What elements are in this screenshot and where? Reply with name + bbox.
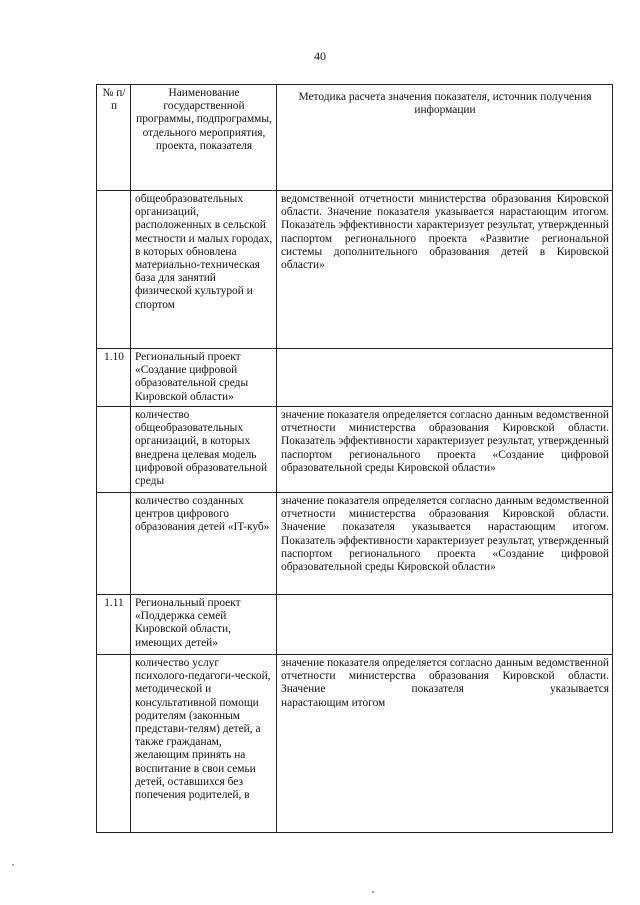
row-method xyxy=(277,349,613,407)
row-name: количество общеобразовательных организаций, в которых внедрена целевая модель цифровой образовательной среды xyxy=(131,407,277,493)
row-method-last: образовательной среды Кировской области» xyxy=(281,461,496,474)
row-num: 1.11 xyxy=(97,595,131,655)
row-method-body: ведомственной отчетности министерства образования Кировской области. Значение показателя указывается нарастающим итогом. Показатель эффективности характеризует результат, утвержденный паспортом регионального проекта «Развитие региональной системы дополнительного образования детей в Кировской xyxy=(281,193,609,258)
indicators-table xyxy=(96,84,613,833)
row-method-body: значение показателя определяется согласно данным ведомственной отчетности министерства образования Кировской области. Значение показателя указывается xyxy=(281,657,609,696)
table-header-row xyxy=(97,85,613,191)
table-row xyxy=(97,493,613,595)
header-num: № п/п xyxy=(97,85,131,191)
row-method-body: значение показателя определяется согласно данным ведомственной отчетности министерства образования Кировской области. Показатель эффективности характеризует результат, утвержденный паспортом регионального проекта «Создание цифровой xyxy=(281,409,609,461)
row-method xyxy=(277,655,613,833)
row-method xyxy=(277,493,613,595)
row-num xyxy=(97,191,131,349)
row-method-last: нарастающим итогом xyxy=(281,696,386,709)
scan-speck xyxy=(12,864,14,866)
row-name: общеобразовательных организаций, расположенных в сельской местности и малых городах, в которых обновлена материально-техническая база для занятий физической культурой и спортом xyxy=(131,191,277,349)
row-name: Региональный проект «Поддержка семей Кировской области, имеющих детей» xyxy=(131,595,277,655)
page-number: 40 xyxy=(314,49,326,63)
row-name: количество созданных центров цифрового образования детей «IT-куб» xyxy=(131,493,277,595)
table-row xyxy=(97,407,613,493)
row-method-last: области» xyxy=(281,259,325,272)
table-row xyxy=(97,595,613,655)
header-name: Наименование государственной программы, подпрограммы, отдельного мероприятия, проекта, показателя xyxy=(131,85,277,191)
row-num xyxy=(97,407,131,493)
header-method: Методика расчета значения показателя, источник получения информации xyxy=(277,85,613,191)
row-num xyxy=(97,493,131,595)
row-name: количество услуг психолого-педагоги-ческой, методической и консультативной помощи родителям (законным представи-телям) детей, а также гражданам, желающим принять на воспитание в свои семьи детей, оставшихся без попечения родителей, в xyxy=(131,655,277,833)
row-name: Региональный проект «Создание цифровой образовательной среды Кировской области» xyxy=(131,349,277,407)
row-method xyxy=(277,191,613,349)
row-method xyxy=(277,407,613,493)
row-method xyxy=(277,595,613,655)
row-method-last: образовательной среды Кировской области» xyxy=(281,561,496,574)
row-num xyxy=(97,655,131,833)
table-row xyxy=(97,655,613,833)
scan-speck xyxy=(372,891,374,893)
table-row xyxy=(97,349,613,407)
row-num: 1.10 xyxy=(97,349,131,407)
table-row xyxy=(97,191,613,349)
row-method-body: значение показателя определяется согласно данным ведомственной отчетности министерства образования Кировской области. Значение показателя указывается нарастающим итогом. Показатель эффективности характеризует результат, утвержденный паспортом регионального проекта «Создание цифровой xyxy=(281,495,609,560)
